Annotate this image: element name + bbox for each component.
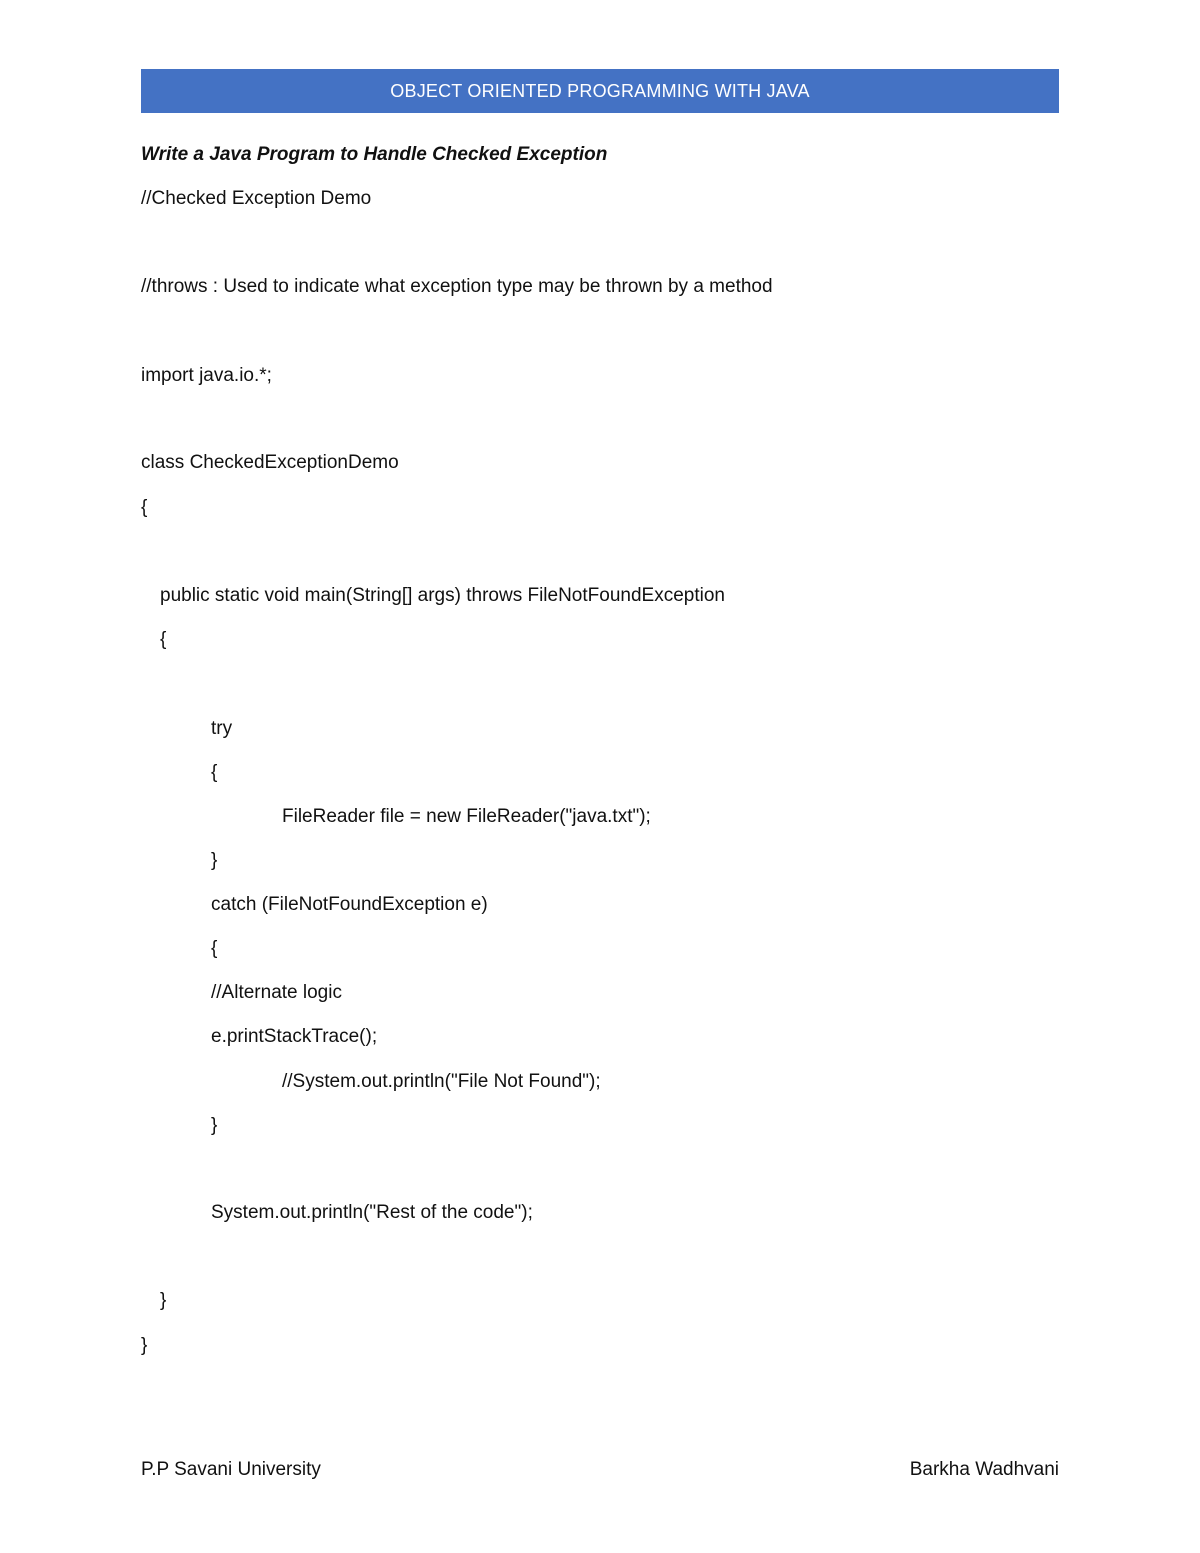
code-line: FileReader file = new FileReader("java.txt"); bbox=[282, 806, 651, 827]
code-line: //Checked Exception Demo bbox=[141, 188, 372, 209]
code-line: } bbox=[141, 1335, 148, 1356]
header-title: OBJECT ORIENTED PROGRAMMING WITH JAVA bbox=[390, 80, 810, 101]
code-line: public static void main(String[] args) throws FileNotFoundException bbox=[160, 585, 725, 606]
code-line: } bbox=[160, 1290, 167, 1311]
code-line: //System.out.println("File Not Found"); bbox=[282, 1071, 601, 1092]
footer-university: P.P Savani University bbox=[141, 1459, 321, 1480]
code-line: //Alternate logic bbox=[211, 982, 342, 1003]
code-line: { bbox=[141, 497, 148, 518]
code-line: class CheckedExceptionDemo bbox=[141, 452, 399, 473]
footer-author: Barkha Wadhvani bbox=[909, 1459, 1059, 1480]
code-line: { bbox=[211, 762, 218, 783]
code-line: } bbox=[211, 850, 218, 871]
code-line: catch (FileNotFoundException e) bbox=[211, 894, 488, 915]
question-title: Write a Java Program to Handle Checked Exception bbox=[141, 144, 608, 165]
code-line: System.out.println("Rest of the code"); bbox=[211, 1202, 533, 1223]
code-line: { bbox=[160, 629, 167, 650]
code-line: { bbox=[211, 938, 218, 959]
code-line: import java.io.*; bbox=[141, 365, 272, 386]
code-line: e.printStackTrace(); bbox=[211, 1026, 378, 1047]
code-line: //throws : Used to indicate what exception type may be thrown by a method bbox=[141, 276, 773, 297]
code-line: } bbox=[211, 1115, 218, 1136]
code-line: try bbox=[211, 718, 233, 739]
header-banner bbox=[141, 69, 1059, 113]
